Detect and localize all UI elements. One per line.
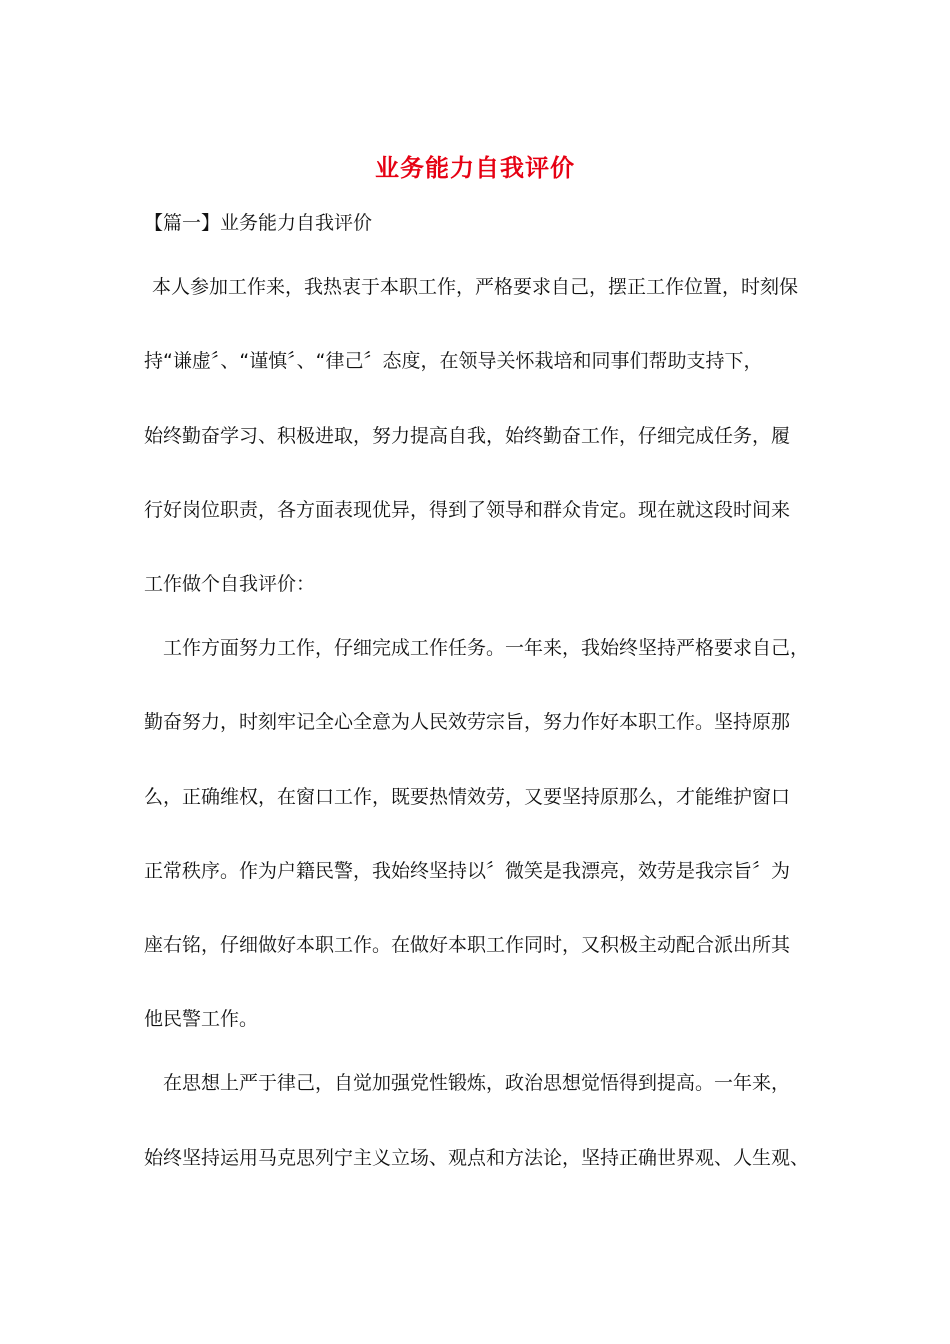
body-line: 座右铭，仔细做好本职工作。在做好本职工作同时，又积极主动配合派出所其 [144,934,791,956]
body-line: 本人参加工作来，我热衷于本职工作，严格要求自己，摆正工作位置，时刻保 [152,276,799,298]
body-line: 工作做个自我评价： [144,573,316,595]
section-heading: 【篇一】业务能力自我评价 [144,212,373,234]
body-line: 么，正确维权，在窗口工作，既要热情效劳，又要坚持原那么，才能维护窗口 [144,786,791,808]
body-line: 在思想上严于律己，自觉加强党性锻炼，政治思想觉悟得到提高。一年来， [163,1072,791,1094]
document-title: 业务能力自我评价 [375,153,575,182]
body-line: 行好岗位职责，各方面表现优异，得到了领导和群众肯定。现在就这段时间来 [144,499,791,521]
body-line: 勤奋努力，时刻牢记全心全意为人民效劳宗旨，努力作好本职工作。坚持原那 [144,711,791,733]
body-line: 始终坚持运用马克思列宁主义立场、观点和方法论，坚持正确世界观、人生观、 [144,1147,810,1169]
body-line: 正常秩序。作为户籍民警，我始终坚持以〞微笑是我漂亮，效劳是我宗旨〞为 [144,860,791,882]
body-line: 他民警工作。 [144,1008,259,1030]
body-line: 始终勤奋学习、积极进取，努力提高自我，始终勤奋工作，仔细完成任务，履 [144,425,791,447]
body-line: 持“谦虚〞、“谨慎〞、“律己〞态度，在领导关怀栽培和同事们帮助支持下， [144,350,763,372]
body-line: 工作方面努力工作，仔细完成工作任务。一年来，我始终坚持严格要求自己， [163,637,810,659]
